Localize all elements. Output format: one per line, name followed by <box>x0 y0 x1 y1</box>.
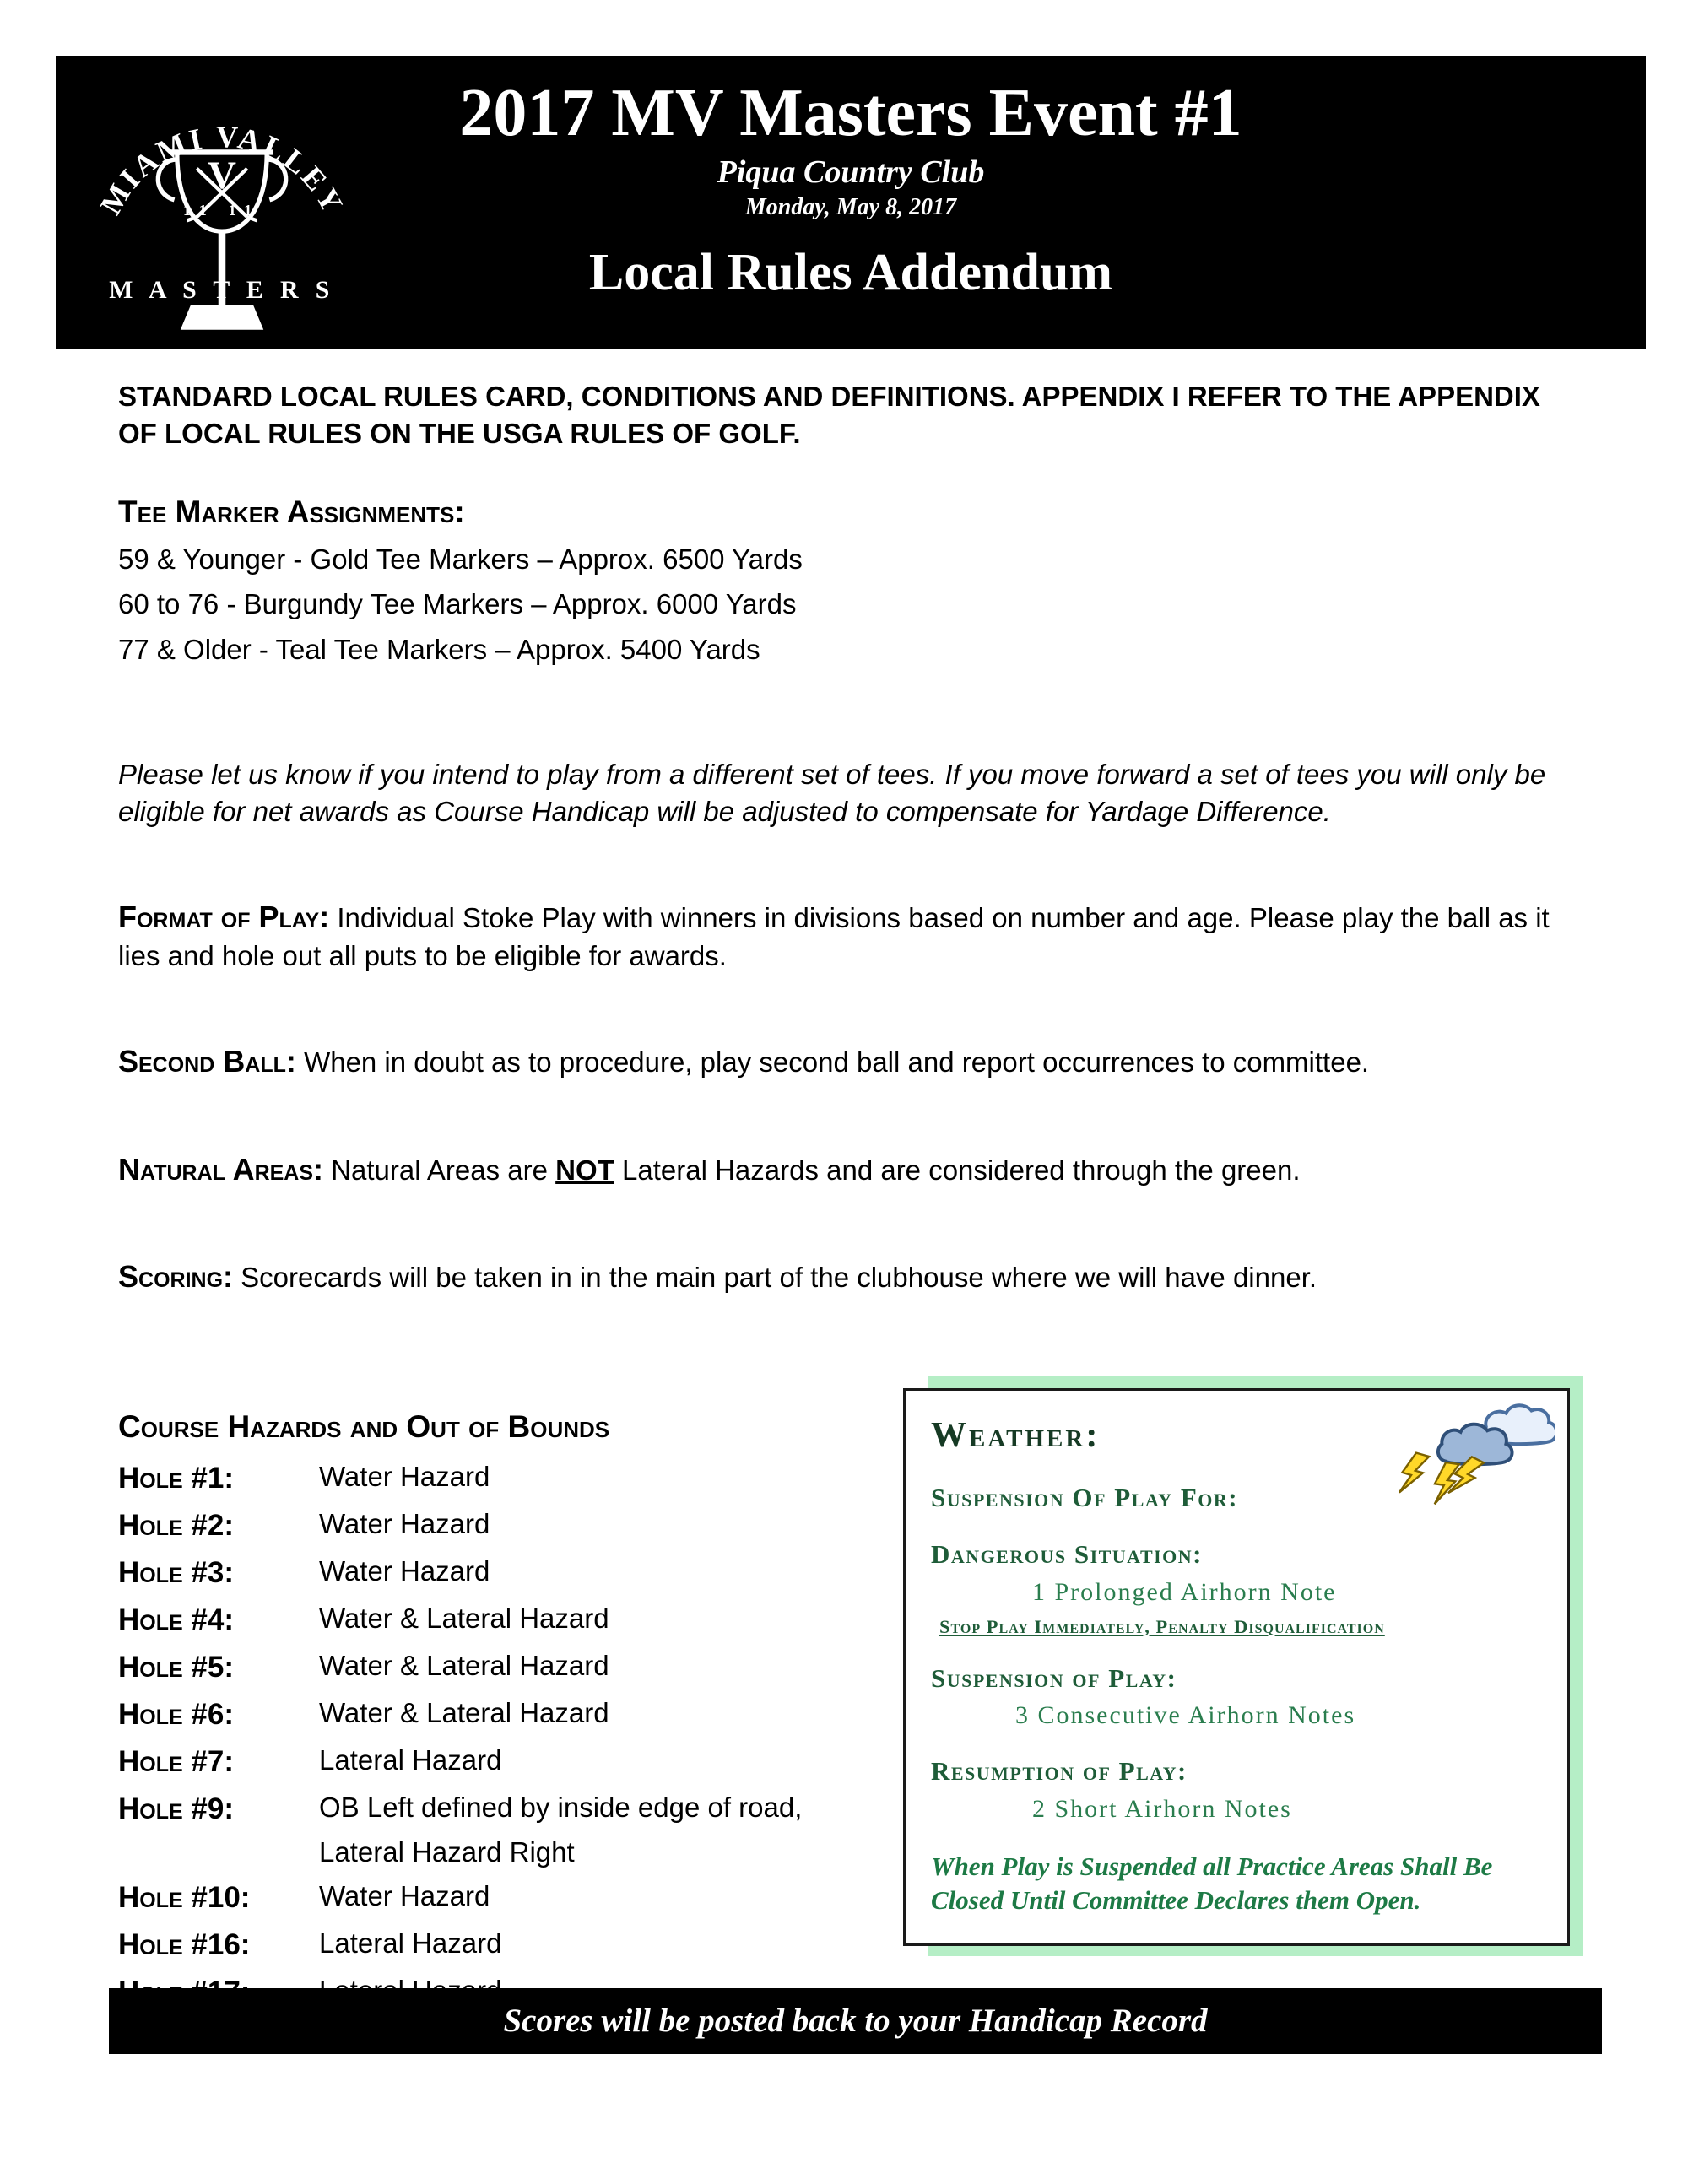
tee-marker-list <box>118 537 1570 672</box>
storm-clouds-icon <box>1395 1396 1555 1506</box>
natural-areas-emphasis: NOT <box>555 1154 614 1186</box>
hazard-row <box>118 1922 903 1969</box>
club-name: Piqua Country Club <box>717 154 985 190</box>
weather-dangerous-heading: Dangerous Situation: <box>931 1539 1203 1570</box>
hazard-row <box>118 1597 903 1644</box>
event-title: 2017 MV Masters Event #1 <box>459 76 1242 150</box>
weather-title: Weather: <box>931 1415 1101 1455</box>
hole-hazard: Water & Lateral Hazard <box>319 1649 609 1681</box>
masters-trophy-logo-icon <box>83 62 361 341</box>
standard-rules-paragraph: STANDARD LOCAL RULES CARD, CONDITIONS AND DEFINITIONS. APPENDIX I REFER TO THE APPENDIX OF LOCAL RULES ON THE USGA RULES OF GOLF. <box>118 381 1540 449</box>
hole-hazard: Water Hazard <box>319 1554 490 1587</box>
tee-marker-heading: Tee Marker Assignments: <box>118 495 465 530</box>
tee-line-gold: 59 & Younger - Gold Tee Markers – Approx. 6500 Yards <box>118 543 803 575</box>
footer-text: Scores will be posted back to your Handicap Record <box>503 2003 1208 2039</box>
weather-box <box>903 1388 1570 1946</box>
second-ball-paragraph <box>118 1041 1570 1082</box>
weather-suspension-detail: 3 Consecutive Airhorn Notes <box>1015 1701 1356 1730</box>
hazard-row <box>118 1786 903 1875</box>
format-of-play-text: Individual Stoke Play with winners in divisions based on number and age. Please play the ball as it lies and hole out all puts to be eligible for awards. <box>118 902 1550 971</box>
hazard-row <box>118 1644 903 1691</box>
tee-line-burgundy: 60 to 76 - Burgundy Tee Markers – Approx. 6000 Yards <box>118 588 797 620</box>
document-body <box>0 349 1688 2063</box>
hole-label: Hole #10: <box>118 1881 251 1915</box>
hole-hazard: Water Hazard <box>319 1460 490 1492</box>
hole-label: Hole #5: <box>118 1650 234 1684</box>
scoring-heading: Scoring: <box>118 1259 233 1295</box>
hazard-row <box>118 1549 903 1597</box>
scoring-text: Scorecards will be taken in in the main part of the clubhouse where we will have dinner. <box>241 1262 1317 1294</box>
tee-line-teal: 77 & Older - Teal Tee Markers – Approx. 5400 Yards <box>118 633 760 665</box>
hazard-row <box>118 1455 903 1502</box>
hole-label: Hole #3: <box>118 1555 234 1589</box>
course-hazards-heading: Course Hazards and Out of Bounds <box>118 1408 610 1444</box>
course-hazards-section <box>118 1407 903 2063</box>
hazards-weather-row <box>118 1407 1570 2063</box>
hazard-row <box>118 1738 903 1786</box>
document-title: Local Rules Addendum <box>588 244 1113 301</box>
weather-dangerous-detail: 1 Prolonged Airhorn Note <box>1032 1578 1337 1607</box>
natural-areas-paragraph <box>118 1149 1570 1190</box>
natural-areas-heading: Natural Areas: <box>118 1151 324 1187</box>
hole-hazard: Lateral Hazard <box>319 1743 502 1776</box>
weather-resumption-detail: 2 Short Airhorn Notes <box>1032 1794 1292 1823</box>
hole-hazard: Water Hazard <box>319 1507 490 1539</box>
hole-hazard: Water Hazard <box>319 1880 490 1912</box>
logo-monogram: V <box>208 154 236 198</box>
hole-hazard: Water & Lateral Hazard <box>319 1696 609 1728</box>
hole-label: Hole #4: <box>118 1603 234 1636</box>
hole-label: Hole #9: <box>118 1792 234 1825</box>
hole-hazard: OB Left defined by inside edge of road, Lateral Hazard Right <box>319 1791 803 1868</box>
hole-label: Hole #16: <box>118 1928 251 1962</box>
natural-areas-text-after: Lateral Hazards and are considered through the green. <box>614 1154 1301 1186</box>
weather-practice-areas-note: When Play is Suspended all Practice Areas Shall Be Closed Until Committee Declares them Open. <box>931 1851 1493 1916</box>
weather-resumption-heading: Resumption of Play: <box>931 1756 1188 1787</box>
header-banner <box>56 56 1646 349</box>
tees-note-paragraph: Please let us know if you intend to play from a different set of tees. If you move forward a set of tees you will only be eligible for net awards as Course Handicap will be adjusted to compensate for Yardage Difference. <box>118 759 1546 827</box>
logo-arc-text: MIAMI VALLEY <box>93 119 351 220</box>
hole-label: Hole #7: <box>118 1744 234 1778</box>
hole-label: Hole #1: <box>118 1461 234 1495</box>
hole-hazard: Lateral Hazard <box>319 1927 502 1960</box>
natural-areas-text-before: Natural Areas are <box>331 1154 556 1186</box>
hole-label: Hole #2: <box>118 1508 234 1542</box>
hazard-row <box>118 1691 903 1738</box>
format-of-play-heading: Format of Play: <box>118 900 330 935</box>
footer-banner <box>109 1988 1602 2054</box>
weather-suspension-for-heading: Suspension Of Play For: <box>931 1483 1239 1513</box>
second-ball-text: When in doubt as to procedure, play second ball and report occurrences to committee. <box>304 1046 1370 1078</box>
logo-numbers: 11 11 <box>183 201 261 219</box>
event-date: Monday, May 8, 2017 <box>744 194 957 220</box>
weather-suspension-heading: Suspension of Play: <box>931 1662 1177 1693</box>
format-of-play-paragraph <box>118 897 1570 974</box>
second-ball-heading: Second Ball: <box>118 1044 296 1079</box>
hole-label: Hole #6: <box>118 1697 234 1731</box>
logo-masters-text: M A S T E R S <box>109 275 335 304</box>
hazard-row <box>118 1502 903 1549</box>
weather-box-wrap <box>903 1388 1570 1946</box>
hole-hazard: Water & Lateral Hazard <box>319 1602 609 1634</box>
weather-stop-play-line: Stop Play Immediately, Penalty Disqualification <box>939 1615 1385 1637</box>
hazard-row <box>118 1874 903 1922</box>
scoring-paragraph <box>118 1257 1570 1297</box>
